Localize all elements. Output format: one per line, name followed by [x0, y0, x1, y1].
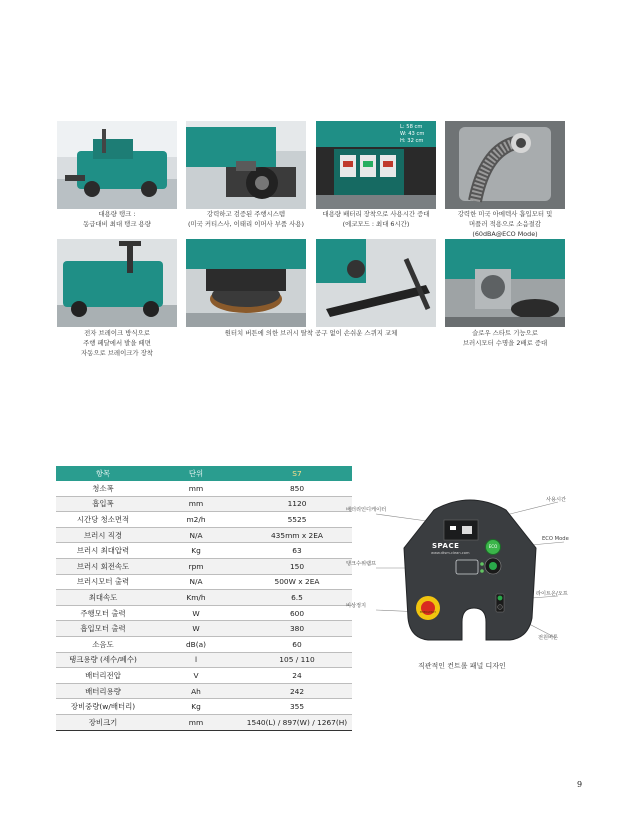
label-emergency-stop: 비상정지 — [346, 603, 367, 609]
spec-unit: W — [150, 621, 242, 637]
table-row — [56, 512, 352, 528]
spec-item: 장비크기 — [56, 714, 150, 730]
spec-table-header — [56, 466, 352, 481]
spec-value: 500W x 2EA — [242, 574, 352, 590]
table-row — [56, 590, 352, 606]
label-battery-indicator: 배터리인디케이터 — [346, 507, 387, 513]
header-item: 항목 — [56, 466, 150, 481]
table-row — [56, 699, 352, 715]
table-row — [56, 636, 352, 652]
photo-drive-system — [186, 121, 306, 209]
spec-value: 435mm x 2EA — [242, 527, 352, 543]
dimension-width: W: 43 cm — [400, 131, 425, 137]
caption-slow-start — [440, 328, 570, 348]
spec-item: 배터리전압 — [56, 668, 150, 684]
spec-unit: Ah — [150, 683, 242, 699]
spec-value: 1120 — [242, 496, 352, 512]
table-row — [56, 543, 352, 559]
caption-line: 대용량 배터리 장착으로 사용시간 증대 — [322, 210, 430, 218]
label-hour-meter: 사용시간 — [546, 497, 567, 503]
spec-value: 380 — [242, 621, 352, 637]
caption-line: 대용량 탱크 : — [98, 210, 136, 218]
table-row — [56, 621, 352, 637]
spec-value: 1540(L) / 897(W) / 1267(H) — [242, 714, 352, 730]
spec-unit: N/A — [150, 574, 242, 590]
photo-squeegee — [316, 239, 436, 327]
spec-item: 배터리용량 — [56, 683, 150, 699]
spec-item: 브러시 직경 — [56, 527, 150, 543]
spec-value: 63 — [242, 543, 352, 559]
caption-line: (미국 커티스사, 이태리 이머사 부품 사용) — [188, 220, 304, 228]
spec-unit: Kg — [150, 699, 242, 715]
spec-value: 6.5 — [242, 590, 352, 606]
spec-item: 탱크용량 (세수/폐수) — [56, 652, 150, 668]
table-row — [56, 683, 352, 699]
label-power-button: 전원버튼 — [538, 635, 559, 641]
spec-unit: Kg — [150, 543, 242, 559]
header-model: S7 — [242, 466, 352, 481]
spec-unit: mm — [150, 496, 242, 512]
header-unit: 단위 — [150, 466, 242, 481]
spec-item: 흡입폭 — [56, 496, 150, 512]
table-row — [56, 481, 352, 496]
photo-electronic-brake — [57, 239, 177, 327]
spec-item: 주행모터 출력 — [56, 605, 150, 621]
caption-line: 강력한 미국 아메텍사 흡입모터 및 — [457, 210, 553, 218]
spec-item: 청소폭 — [56, 481, 150, 496]
dimension-length: L: 58 cm — [400, 124, 423, 130]
caption-brush-squeegee — [196, 328, 426, 338]
table-row — [56, 652, 352, 668]
spec-unit: mm — [150, 481, 242, 496]
caption-line: 브러시모터 수명을 2배로 증대 — [462, 339, 548, 347]
spec-unit: dB(a) — [150, 636, 242, 652]
emergency-stop-button[interactable] — [416, 596, 440, 620]
spec-value: 242 — [242, 683, 352, 699]
table-row — [56, 574, 352, 590]
photo-slow-start — [445, 239, 565, 327]
caption-line: 전자 브레이크 방식으로 — [84, 329, 150, 337]
table-row — [56, 496, 352, 512]
caption-line: 자동으로 브레이크가 장착 — [81, 349, 153, 357]
table-row — [56, 668, 352, 684]
caption-line: 원터치 버튼에 의한 브러시 탈착 공구 없이 손쉬운 스퀴지 교체 — [224, 329, 398, 337]
label-eco-mode: ECO Mode — [542, 536, 569, 542]
caption-drive-system — [171, 209, 321, 229]
spec-item: 브러시 회전속도 — [56, 558, 150, 574]
spec-table — [56, 466, 352, 731]
spec-value: 355 — [242, 699, 352, 715]
spec-value: 24 — [242, 668, 352, 684]
panel-brand: SPACE — [432, 542, 460, 550]
caption-battery — [306, 209, 446, 229]
caption-suction-motor — [440, 209, 570, 239]
caption-line: (에코모드 : 최대 6시간) — [342, 220, 410, 228]
spec-value: 60 — [242, 636, 352, 652]
spec-unit: W — [150, 605, 242, 621]
caption-electronic-brake — [57, 328, 177, 358]
caption-line: 머플러 적용으로 소음절감 — [469, 220, 541, 228]
photo-battery — [316, 121, 436, 209]
spec-item: 소음도 — [56, 636, 150, 652]
table-row — [56, 605, 352, 621]
caption-line: 동급대비 최대 탱크 용량 — [83, 220, 151, 228]
spec-value: 600 — [242, 605, 352, 621]
caption-line: 강력하고 검증된 주행시스템 — [206, 210, 286, 218]
spec-item: 시간당 청소면적 — [56, 512, 150, 528]
spec-item: 장비중량(w/배터리) — [56, 699, 150, 715]
control-panel-caption: 직관적인 컨트롤 패널 디자인 — [418, 662, 506, 670]
photo-brush-onetouch — [186, 239, 306, 327]
spec-unit: rpm — [150, 558, 242, 574]
spec-unit: mm — [150, 714, 242, 730]
spec-value: 5525 — [242, 512, 352, 528]
spec-unit: l — [150, 652, 242, 668]
spec-item: 흡입모터 출력 — [56, 621, 150, 637]
spec-unit: V — [150, 668, 242, 684]
spec-unit: Km/h — [150, 590, 242, 606]
table-row — [56, 558, 352, 574]
caption-large-tank — [57, 209, 177, 229]
spec-unit: m2/h — [150, 512, 242, 528]
battery-dimensions — [400, 124, 424, 145]
photo-large-tank — [57, 121, 177, 209]
label-tank-level: 탱크수위램프 — [346, 561, 377, 567]
dimension-height: H: 32 cm — [400, 138, 424, 144]
caption-line: 주행 페달에서 발을 떼면 — [83, 339, 151, 347]
emergency-label: EMERGENCY — [419, 611, 437, 614]
page-number: 9 — [577, 780, 583, 789]
photo-suction-motor — [445, 121, 565, 209]
spec-value: 105 / 110 — [242, 652, 352, 668]
eco-button[interactable]: ECO — [485, 539, 501, 555]
spec-item: 브러시 최대압력 — [56, 543, 150, 559]
spec-item: 브러시모터 출력 — [56, 574, 150, 590]
spec-value: 850 — [242, 481, 352, 496]
control-panel-drawing — [370, 488, 570, 658]
spec-unit: N/A — [150, 527, 242, 543]
control-panel-diagram — [346, 488, 570, 658]
label-headlight: 라이트온/오프 — [536, 591, 568, 597]
caption-line: 슬로우 스타트 기능으로 — [472, 329, 538, 337]
caption-line: (60dBA@ECO Mode) — [472, 230, 538, 238]
spec-value: 150 — [242, 558, 352, 574]
spec-item: 최대속도 — [56, 590, 150, 606]
panel-brand-url: www.dtsm-clean.com — [431, 551, 470, 555]
table-row — [56, 714, 352, 730]
table-row — [56, 527, 352, 543]
